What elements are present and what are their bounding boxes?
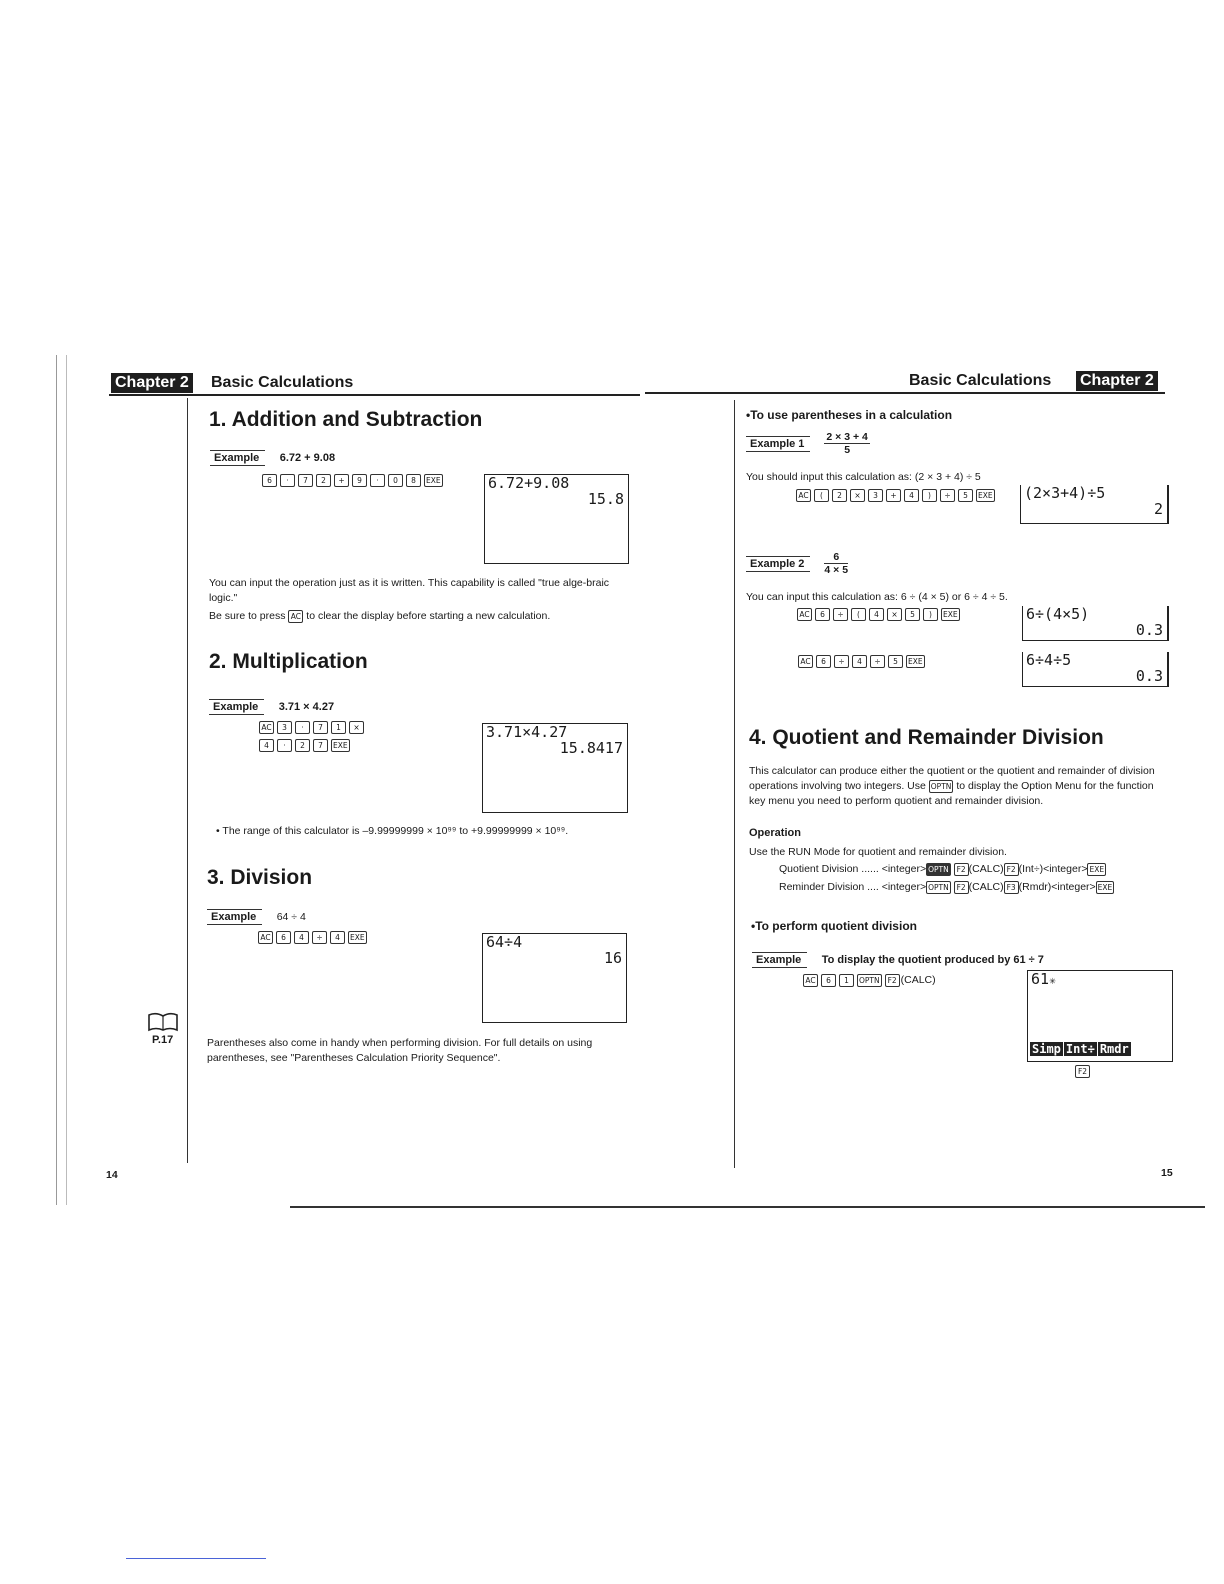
screen-line-input <box>1028 971 1172 989</box>
cursor-icon: ✳ <box>1049 974 1056 987</box>
screen-line-result: 2 <box>1153 500 1163 518</box>
example-description: To display the quotient produced by 61 ÷ 7 <box>821 954 1044 966</box>
left-column-divider <box>187 398 188 1163</box>
exe-key-icon: EXE <box>1097 883 1113 892</box>
example-quotient <box>752 950 1044 968</box>
key: 7 <box>313 739 328 752</box>
screen-line-input: 6÷(4×5) <box>1026 605 1090 623</box>
key-suffix: (CALC) <box>900 974 936 986</box>
fraction <box>824 431 869 456</box>
page-number-left: 14 <box>106 1169 118 1181</box>
f2-key-icon: F2 <box>1004 863 1019 876</box>
key: ( <box>814 489 829 502</box>
label: Reminder Division .... <box>779 881 879 893</box>
key: 5 <box>958 489 973 502</box>
example-label: Example <box>210 450 265 466</box>
example2-parentheses <box>746 551 848 576</box>
text: (Rmdr)<integer> <box>1018 881 1096 893</box>
f2-key-icon: F2 <box>954 863 969 876</box>
menu-item-simp[interactable]: Simp <box>1032 1042 1061 1056</box>
section-title-addition: 1. Addition and Subtraction <box>209 408 483 431</box>
key: AC <box>258 931 273 944</box>
text: to clear the display before starting a new calculation. <box>306 610 551 622</box>
key: F2 <box>885 974 900 987</box>
key-sequence-example2b <box>798 655 925 668</box>
function-key-menu <box>1030 1042 1131 1056</box>
example-multiplication <box>209 697 334 715</box>
key: 7 <box>298 474 313 487</box>
optn-key-icon: OPTN <box>930 782 952 791</box>
key: ) <box>922 489 937 502</box>
key-sequence-addition <box>262 474 443 487</box>
note-calculator-range: • The range of this calculator is –9.99999999 × 10⁹⁹ to +9.99999999 × 10⁹⁹. <box>216 825 569 837</box>
key: ÷ <box>833 608 848 621</box>
example-label: Example <box>209 699 264 715</box>
example-label: Example <box>752 952 807 968</box>
heading-parentheses: •To use parentheses in a calculation <box>746 408 953 422</box>
key-sequence-division <box>258 931 367 944</box>
key-sequence-multiplication-row2 <box>259 739 350 752</box>
ac-key-icon: AC <box>288 610 303 623</box>
calc-screen-example1 <box>1020 485 1169 524</box>
f2-key-icon: F2 <box>954 881 969 894</box>
key: AC <box>797 608 812 621</box>
screen-line-input: 6.72+9.08 <box>488 474 570 492</box>
header-rule-left <box>109 394 640 396</box>
calc-screen-division <box>482 933 627 1023</box>
example-label: Example 2 <box>746 556 810 572</box>
key: · <box>370 474 385 487</box>
f2-key-icon: F2 <box>1075 1065 1090 1078</box>
screen-line-result: 16 <box>603 949 622 967</box>
key: ÷ <box>312 931 327 944</box>
section-title-quotient-remainder: 4. Quotient and Remainder Division <box>749 726 1104 749</box>
key: ( <box>851 608 866 621</box>
key: · <box>277 739 292 752</box>
screen-line-input: (2×3+4)÷5 <box>1024 484 1106 502</box>
page-number-right: 15 <box>1161 1167 1173 1179</box>
screen-line-input: 3.71×4.27 <box>486 723 568 741</box>
key: ÷ <box>940 489 955 502</box>
f3-key-icon: F3 <box>1004 881 1019 894</box>
example-addition <box>210 448 335 466</box>
screen-line-input: 64÷4 <box>486 933 523 951</box>
denominator: 5 <box>844 444 851 456</box>
key: 4 <box>869 608 884 621</box>
key-sequence-multiplication-row1 <box>259 721 364 734</box>
key: EXE <box>908 657 923 666</box>
screen-line-result: 0.3 <box>1135 667 1163 685</box>
numerator: 6 <box>824 551 848 564</box>
text: (Int÷)<integer> <box>1018 863 1088 875</box>
paragraph-example1: You should input this calculation as: (2 × 3 + 4) ÷ 5 <box>746 471 981 483</box>
key: 4 <box>330 931 345 944</box>
text: This calculator can produce either the quotient or the quotient and remainder of division operations involving two integers. Use <box>749 765 1155 792</box>
calc-screen-example2b <box>1022 652 1169 687</box>
key: 6 <box>816 655 831 668</box>
paragraph-clear-display <box>209 609 634 624</box>
operation-label: Operation <box>749 827 801 839</box>
chapter-badge-right: Chapter 2 <box>1076 371 1158 391</box>
key: 9 <box>352 474 367 487</box>
key: ÷ <box>870 655 885 668</box>
numerator: 2 × 3 + 4 <box>826 431 868 443</box>
calc-screen-addition <box>484 474 629 564</box>
example-expression: 64 ÷ 4 <box>276 911 306 923</box>
key: · <box>295 721 310 734</box>
bottom-rule <box>290 1206 1205 1208</box>
paragraph-parentheses-division: Parentheses also come in handy when performing division. For full details on using parentheses, see "Parentheses Calculation Priority Sequence". <box>207 1037 593 1064</box>
key: 2 <box>832 489 847 502</box>
key-sequence-example1 <box>796 489 995 502</box>
key: 5 <box>905 608 920 621</box>
header-title-left: Basic Calculations <box>211 374 354 391</box>
remainder-division-syntax <box>779 880 1114 895</box>
heading-perform-quotient: •To perform quotient division <box>751 919 917 933</box>
key: 6 <box>276 931 291 944</box>
menu-item-int-div[interactable]: Int÷ <box>1065 1042 1095 1056</box>
key: EXE <box>943 610 958 619</box>
paragraph-true-algebraic-logic: You can input the operation just as it is written. This capability is called "true alge-braic logic." <box>209 577 610 604</box>
center-divider <box>734 400 735 1168</box>
key: 1 <box>839 974 854 987</box>
calc-screen-example2a <box>1022 606 1169 641</box>
left-edge-line <box>56 355 57 1205</box>
text: (CALC) <box>968 881 1004 893</box>
key: AC <box>798 655 813 668</box>
example-expression: 3.71 × 4.27 <box>278 701 335 713</box>
key: 6 <box>815 608 830 621</box>
key: AC <box>796 489 811 502</box>
key: 2 <box>316 474 331 487</box>
key: ) <box>923 608 938 621</box>
key: 3 <box>868 489 883 502</box>
left-edge-line-2 <box>66 355 67 1205</box>
optn-key-icon: OPTN <box>928 865 949 874</box>
key: 6 <box>821 974 836 987</box>
bottom-link-line <box>126 1558 266 1559</box>
page-reference-link[interactable]: P.17 <box>152 1034 174 1046</box>
example1-parentheses <box>746 431 870 456</box>
header-title-right: Basic Calculations <box>909 372 1052 389</box>
key: ÷ <box>834 655 849 668</box>
key: · <box>280 474 295 487</box>
section-title-division: 3. Division <box>207 866 313 889</box>
key-sequence-quotient <box>803 973 936 988</box>
quotient-division-syntax <box>779 862 1106 877</box>
key: × <box>887 608 902 621</box>
text: <integer> <box>881 881 927 893</box>
key: 4 <box>259 739 274 752</box>
key: AC <box>803 974 818 987</box>
key: 1 <box>331 721 346 734</box>
label: Quotient Division ...... <box>779 863 879 875</box>
operation-text: Use the RUN Mode for quotient and remainder division. <box>749 846 1007 858</box>
text: to display the Option Menu for the function key menu you need to perform quotient and remainder division. <box>749 780 1154 807</box>
paragraph-example2: You can input this calculation as: 6 ÷ (4 × 5) or 6 ÷ 4 ÷ 5. <box>746 591 1008 603</box>
calc-screen-quotient <box>1027 970 1173 1062</box>
text: (CALC) <box>968 863 1004 875</box>
example-expression: 6.72 + 9.08 <box>279 452 336 464</box>
key-sequence-example2a <box>797 608 960 621</box>
key: × <box>850 489 865 502</box>
exe-key-icon: EXE <box>1089 865 1105 874</box>
key: 5 <box>888 655 903 668</box>
key: EXE <box>978 491 993 500</box>
chapter-badge-left: Chapter 2 <box>111 373 193 393</box>
fraction <box>824 551 848 576</box>
screen-line-result: 15.8417 <box>559 739 623 757</box>
text: <integer> <box>881 863 927 875</box>
paragraph-quotient-intro <box>749 764 1172 809</box>
key: × <box>349 721 364 734</box>
key: 4 <box>294 931 309 944</box>
screen-line-result: 0.3 <box>1135 621 1163 639</box>
example-division <box>207 907 306 925</box>
key: + <box>886 489 901 502</box>
key: AC <box>259 721 274 734</box>
key: EXE <box>350 933 365 942</box>
key: 7 <box>313 721 328 734</box>
key: OPTN <box>859 976 880 985</box>
key: EXE <box>333 741 348 750</box>
key: 4 <box>904 489 919 502</box>
key: EXE <box>426 476 441 485</box>
example-label: Example <box>207 909 262 925</box>
screen-line-input: 6÷4÷5 <box>1026 651 1072 669</box>
text: Be sure to press <box>209 610 286 622</box>
example-label: Example 1 <box>746 436 810 452</box>
screen-line-result: 15.8 <box>587 490 624 508</box>
screen-input-text: 61 <box>1031 970 1050 988</box>
key: 4 <box>852 655 867 668</box>
key: 6 <box>262 474 277 487</box>
optn-key-icon: OPTN <box>928 883 949 892</box>
denominator: 4 × 5 <box>824 564 849 576</box>
key: 0 <box>388 474 403 487</box>
key: + <box>334 474 349 487</box>
section-title-multiplication: 2. Multiplication <box>209 650 368 673</box>
menu-item-rmdr[interactable]: Rmdr <box>1099 1042 1129 1056</box>
key: 3 <box>277 721 292 734</box>
calc-screen-multiplication <box>482 723 628 813</box>
header-rule-right <box>645 392 1165 394</box>
key: 2 <box>295 739 310 752</box>
key: 8 <box>406 474 421 487</box>
